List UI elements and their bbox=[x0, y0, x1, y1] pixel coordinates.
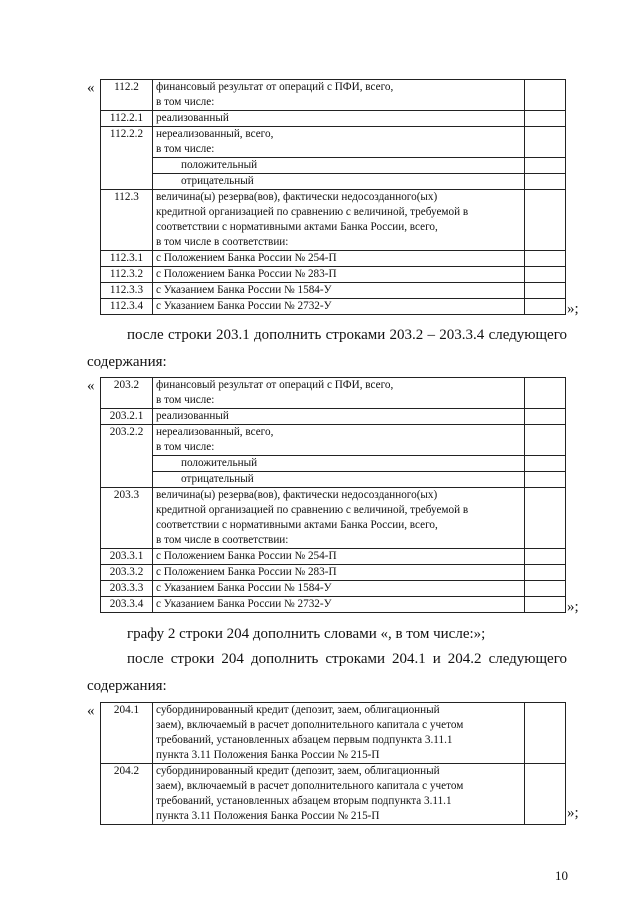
row-text-line: пункта 3.11 Положения Банка России № 215-П bbox=[156, 810, 380, 822]
row-value-cell bbox=[525, 425, 566, 456]
table-row bbox=[101, 283, 566, 299]
row-code: 203.2 bbox=[101, 378, 153, 409]
row-text-line: субординированный кредит (депозит, заем, облигационный bbox=[156, 704, 440, 716]
row-value-cell bbox=[525, 549, 566, 565]
row-text-line: кредитной организацией по сравнению с величиной, требуемой в bbox=[156, 504, 469, 516]
row-code: 204.1 bbox=[101, 703, 153, 764]
instruction-paragraph-continuation: содержания: bbox=[87, 354, 167, 370]
row-code: 203.3.2 bbox=[101, 565, 153, 581]
row-code: 112.3.4 bbox=[101, 299, 153, 315]
row-text-line: с Положением Банка России № 254-П bbox=[156, 252, 337, 264]
row-code: 203.3.3 bbox=[101, 581, 153, 597]
row-text-line: с Положением Банка России № 254-П bbox=[156, 550, 337, 562]
row-value-cell bbox=[525, 581, 566, 597]
instruction-paragraph: после строки 203.1 дополнить строками 203.2 – 203.3.4 следующего bbox=[127, 327, 567, 343]
instruction-paragraph: после строки 204 дополнить строками 204.1 и 204.2 следующего bbox=[127, 651, 567, 667]
row-value-cell bbox=[525, 80, 566, 111]
row-text-line: соответствии с нормативными актами Банка России, всего, bbox=[156, 519, 438, 531]
row-indicator-name bbox=[153, 703, 525, 764]
table-row bbox=[101, 127, 566, 158]
row-text-line: нереализованный, всего, bbox=[156, 426, 274, 438]
row-indicator-name bbox=[153, 267, 525, 283]
row-indicator-name bbox=[153, 549, 525, 565]
instruction-paragraph: графу 2 строки 204 дополнить словами «, в том числе:»; bbox=[127, 626, 486, 642]
row-indicator-name bbox=[153, 127, 525, 158]
row-text-line: с Указанием Банка России № 2732-У bbox=[156, 300, 332, 312]
table-row bbox=[101, 111, 566, 127]
row-indicator-name bbox=[153, 409, 525, 425]
table-rows-204 bbox=[100, 702, 566, 825]
table-row bbox=[101, 581, 566, 597]
table-row bbox=[101, 251, 566, 267]
row-text-line: с Указанием Банка России № 1584-У bbox=[156, 582, 332, 594]
row-value-cell bbox=[525, 565, 566, 581]
row-text-line: с Указанием Банка России № 1584-У bbox=[156, 284, 332, 296]
row-code: 112.3.2 bbox=[101, 267, 153, 283]
row-value-cell bbox=[525, 456, 566, 472]
row-text-line: положительный bbox=[181, 457, 258, 469]
table-row bbox=[101, 764, 566, 825]
row-code: 112.2.2 bbox=[101, 127, 153, 190]
row-indicator-name bbox=[153, 283, 525, 299]
row-text-line: заем), включаемый в расчет дополнительного капитала с учетом bbox=[156, 780, 464, 792]
row-value-cell bbox=[525, 472, 566, 488]
row-text-line: величина(ы) резерва(вов), фактически недосозданного(ых) bbox=[156, 489, 438, 501]
row-code: 112.3.3 bbox=[101, 283, 153, 299]
row-code: 203.2.1 bbox=[101, 409, 153, 425]
page-number: 10 bbox=[555, 868, 568, 883]
row-value-cell bbox=[525, 299, 566, 315]
table-row bbox=[101, 456, 566, 472]
row-indicator-name bbox=[153, 251, 525, 267]
row-value-cell bbox=[525, 127, 566, 158]
table-row bbox=[101, 409, 566, 425]
row-indicator-name bbox=[153, 488, 525, 549]
table-row bbox=[101, 174, 566, 190]
row-value-cell bbox=[525, 378, 566, 409]
closing-quote: »; bbox=[567, 301, 579, 317]
row-value-cell bbox=[525, 190, 566, 251]
row-value-cell bbox=[525, 251, 566, 267]
row-code: 203.2.2 bbox=[101, 425, 153, 488]
row-text-line: величина(ы) резерва(вов), фактически недосозданного(ых) bbox=[156, 191, 438, 203]
row-indicator-name bbox=[153, 158, 525, 174]
row-value-cell bbox=[525, 488, 566, 549]
row-text-line: в том числе: bbox=[156, 394, 215, 406]
row-text-line: финансовый результат от операций с ПФИ, всего, bbox=[156, 81, 394, 93]
opening-quote: « bbox=[87, 80, 95, 96]
row-text-line: с Положением Банка России № 283-П bbox=[156, 268, 337, 280]
row-value-cell bbox=[525, 158, 566, 174]
row-text-line: требований, установленных абзацем вторым подпункта 3.11.1 bbox=[156, 795, 452, 807]
row-text-line: отрицательный bbox=[181, 175, 254, 187]
row-code: 203.3 bbox=[101, 488, 153, 549]
row-code: 203.3.1 bbox=[101, 549, 153, 565]
row-text-line: соответствии с нормативными актами Банка России, всего, bbox=[156, 221, 438, 233]
row-value-cell bbox=[525, 111, 566, 127]
row-indicator-name bbox=[153, 299, 525, 315]
row-text-line: с Указанием Банка России № 2732-У bbox=[156, 598, 332, 610]
table-rows-112 bbox=[100, 79, 566, 315]
row-text-line: субординированный кредит (депозит, заем, облигационный bbox=[156, 765, 440, 777]
row-code: 204.2 bbox=[101, 764, 153, 825]
table-row bbox=[101, 549, 566, 565]
table-row bbox=[101, 703, 566, 764]
table-row bbox=[101, 80, 566, 111]
row-code: 112.3 bbox=[101, 190, 153, 251]
instruction-paragraph-continuation: содержания: bbox=[87, 678, 167, 694]
row-indicator-name bbox=[153, 80, 525, 111]
row-indicator-name bbox=[153, 764, 525, 825]
row-indicator-name bbox=[153, 190, 525, 251]
opening-quote: « bbox=[87, 378, 95, 394]
table-row bbox=[101, 425, 566, 456]
table-row bbox=[101, 378, 566, 409]
row-indicator-name bbox=[153, 425, 525, 456]
row-indicator-name bbox=[153, 472, 525, 488]
table-rows-203 bbox=[100, 377, 566, 613]
row-text-line: положительный bbox=[181, 159, 258, 171]
row-indicator-name bbox=[153, 456, 525, 472]
table-row bbox=[101, 267, 566, 283]
row-indicator-name bbox=[153, 378, 525, 409]
row-indicator-name bbox=[153, 111, 525, 127]
row-text-line: в том числе: bbox=[156, 143, 215, 155]
row-text-line: в том числе: bbox=[156, 441, 215, 453]
row-text-line: заем), включаемый в расчет дополнительного капитала с учетом bbox=[156, 719, 464, 731]
table-row bbox=[101, 190, 566, 251]
row-code: 112.3.1 bbox=[101, 251, 153, 267]
table-row bbox=[101, 472, 566, 488]
row-text-line: в том числе в соответствии: bbox=[156, 236, 289, 248]
row-indicator-name bbox=[153, 597, 525, 613]
row-value-cell bbox=[525, 283, 566, 299]
row-value-cell bbox=[525, 703, 566, 764]
row-text-line: с Положением Банка России № 283-П bbox=[156, 566, 337, 578]
table-row bbox=[101, 597, 566, 613]
closing-quote: »; bbox=[567, 599, 579, 615]
opening-quote: « bbox=[87, 703, 95, 719]
row-text-line: пункта 3.11 Положения Банка России № 215-П bbox=[156, 749, 380, 761]
row-indicator-name bbox=[153, 565, 525, 581]
row-text-line: нереализованный, всего, bbox=[156, 128, 274, 140]
row-value-cell bbox=[525, 597, 566, 613]
row-value-cell bbox=[525, 174, 566, 190]
row-text-line: требований, установленных абзацем первым подпункта 3.11.1 bbox=[156, 734, 453, 746]
row-indicator-name bbox=[153, 174, 525, 190]
row-text-line: реализованный bbox=[156, 410, 229, 422]
row-text-line: в том числе в соответствии: bbox=[156, 534, 289, 546]
row-text-line: в том числе: bbox=[156, 96, 215, 108]
row-indicator-name bbox=[153, 581, 525, 597]
table-row bbox=[101, 299, 566, 315]
row-text-line: финансовый результат от операций с ПФИ, всего, bbox=[156, 379, 394, 391]
table-row bbox=[101, 488, 566, 549]
closing-quote: »; bbox=[567, 805, 579, 821]
row-text-line: отрицательный bbox=[181, 473, 254, 485]
row-value-cell bbox=[525, 409, 566, 425]
table-row bbox=[101, 565, 566, 581]
row-value-cell bbox=[525, 267, 566, 283]
row-text-line: кредитной организацией по сравнению с величиной, требуемой в bbox=[156, 206, 469, 218]
table-row bbox=[101, 158, 566, 174]
row-code: 203.3.4 bbox=[101, 597, 153, 613]
row-code: 112.2 bbox=[101, 80, 153, 111]
row-text-line: реализованный bbox=[156, 112, 229, 124]
row-value-cell bbox=[525, 764, 566, 825]
row-code: 112.2.1 bbox=[101, 111, 153, 127]
